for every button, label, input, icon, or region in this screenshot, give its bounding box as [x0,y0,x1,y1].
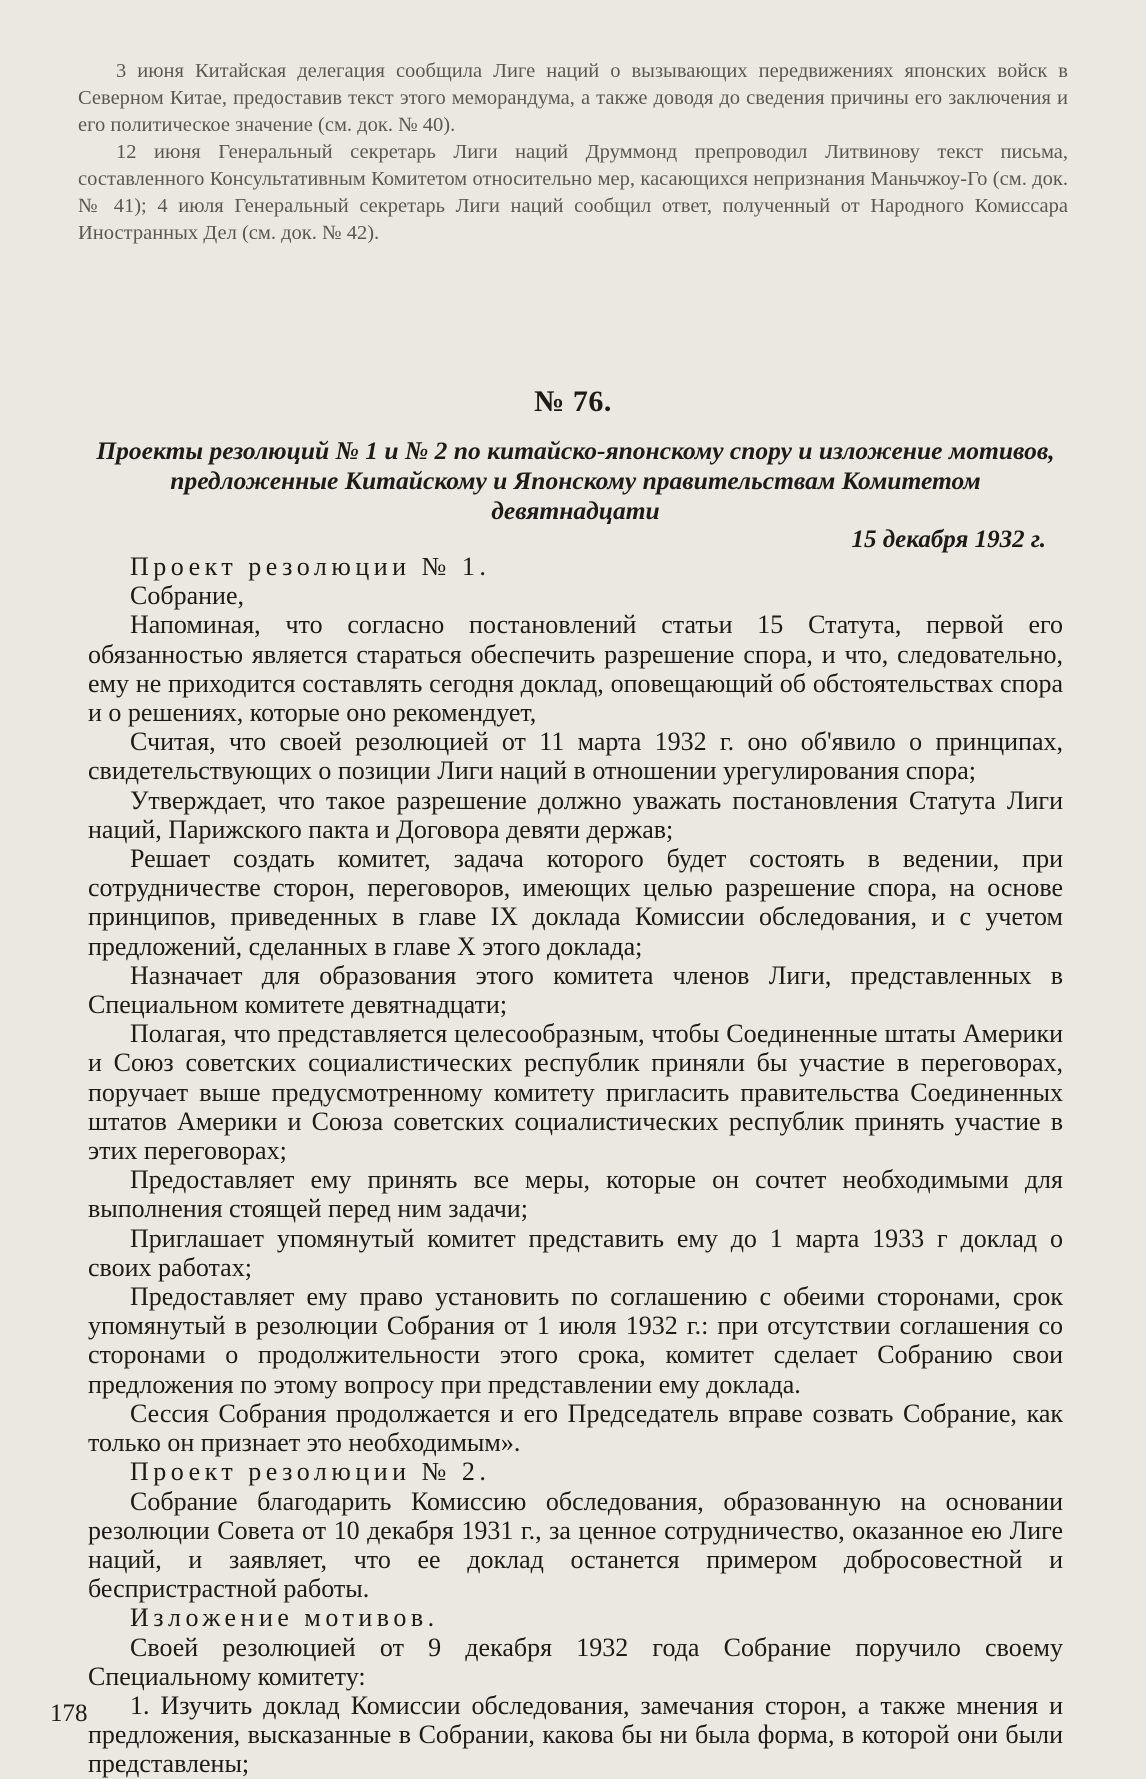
document-date: 15 декабря 1932 г. [851,526,1046,553]
paragraph: Назначает для образования этого комитета членов Лиги, представленных в Специальном комитете девятнадцати; [88,960,1063,1020]
motives-heading: Изложение мотивов. [130,1603,439,1633]
previous-paragraph: 12 июня Генеральный секретарь Лиги наций Друммонд препроводил Литвинову текст письма, составленного Консультативным Комитетом относительно мер, касающихся непризнания Маньчжоу-Го (см. док. № 41); 4 июля Генеральный секретарь Лиги наций сообщил ответ, полученный от Народного Комиссара Иностранных Дел (см. док. № 42). [78,141,1068,244]
resolution-1-heading: Проект резолюции № 1. [130,552,491,581]
previous-paragraph: 3 июня Китайская делегация сообщила Лиге наций о вызывающих передвижениях японских войск в Северном Китае, предоставив текст этого меморандума, а также доводя до сведения причины его заключения и его политическое значение (см. док. № 40). [78,60,1068,136]
paragraph: Сессия Собрания продолжается и его Председатель вправе созвать Собрание, как только он признает это необходимым». [88,1398,1063,1458]
paragraph: Приглашает упомянутый комитет представить ему до 1 марта 1933 г доклад о своих работах; [88,1223,1063,1282]
paragraph: Решает создать комитет, задача которого будет состоять в ведении, при сотрудничестве сторон, переговоров, имеющих целью разрешение спора, на основе принципов, приведенных в главе IX доклада Комиссии обследования, и с учетом предложений, сделанных в главе X этого доклада; [88,844,1063,961]
resolution-2-heading: Проект резолюции № 2. [130,1457,491,1487]
page-number: 178 [50,1700,88,1727]
paragraph: Собрание, [130,581,244,611]
paragraph: 1. Изучить доклад Комиссии обследования, замечания сторон, а также мнения и предложения, высказанные в Собрании, какова бы ни была форма, в которой они были представлены; [88,1690,1063,1779]
document-number: № 76. [534,385,612,418]
document-title: Проекты резолюций № 1 и № 2 по китайско-японскому спору и изложение мотивов, предложенные Китайскому и Японскому правительствам Комитетом девятнадцати [96,436,1055,525]
paragraph: Считая, что своей резолюцией от 11 марта 1932 г. оно об'явило о принципах, свидетельствующих о позиции Лиги наций в отношении урегулирования спора; [88,727,1063,786]
paragraph: Полагая, что представляется целесообразным, чтобы Соединенные штаты Америки и Союз советских социалистических республик приняли бы участие в переговорах, поручает выше предусмотренному комитету пригласить правительства Соединенных штатов Америки и Союза советских социалистических республик принять участие в этих переговорах; [88,1019,1063,1166]
paragraph: Предоставляет ему принять все меры, которые он сочтет необходимыми для выполнения стоящей перед ним задачи; [88,1165,1063,1224]
paragraph: Предоставляет ему право установить по соглашению с обеими сторонами, срок упомянутый в резолюции Собрания от 1 июля 1932 г.: при отсутствии соглашения со сторонами о продолжительности этого срока, комитет сделает Собранию свои предложения по этому вопросу при представлении ему доклада. [88,1282,1063,1399]
document-body [88,552,1063,1779]
paragraph: Утверждает, что такое разрешение должно уважать постановления Статута Лиги наций, Парижского пакта и Договора девяти держав; [88,785,1063,844]
paragraph: Своей резолюцией от 9 декабря 1932 года Собрание поручило своему Специальному комитету: [88,1632,1063,1691]
paragraph: Напоминая, что согласно постановлений статьи 15 Статута, первой его обязанностью является стараться обеспечить разрешение спора, и что, следовательно, ему не приходится составлять сегодня доклад, оповещающий об обстоятельствах спора и о решениях, которые оно рекомендует, [88,610,1063,728]
paragraph: Собрание благодарить Комиссию обследования, образованную на основании резолюции Совета от 10 декабря 1931 г., за ценное сотрудничество, оказанное ею Лиге наций, и заявляет, что ее доклад останется примером добросовестной и беспристрастной работы. [88,1486,1063,1604]
previous-document-text [78,58,1068,247]
